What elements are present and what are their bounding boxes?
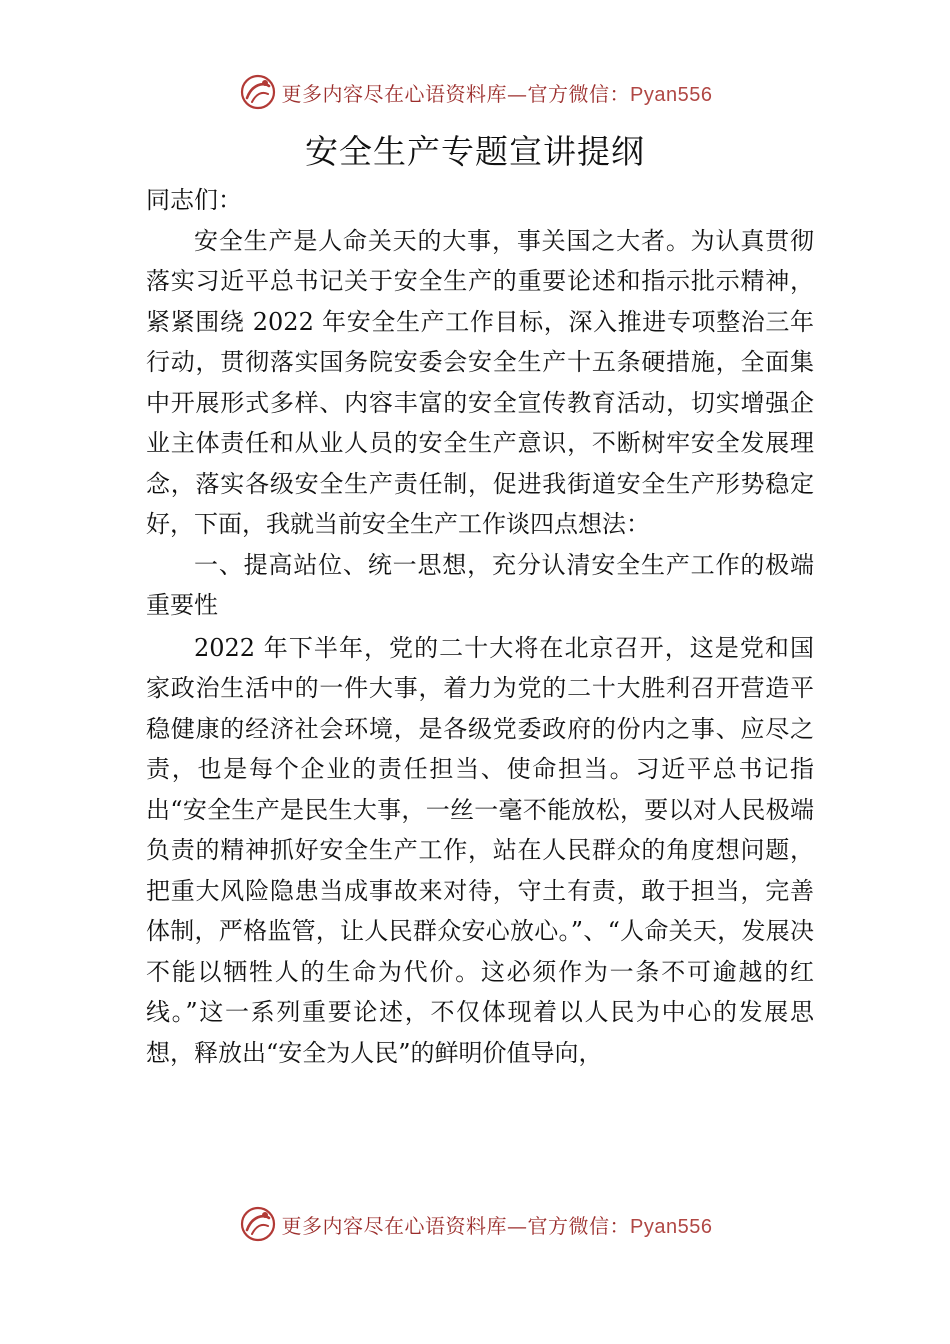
logo-icon bbox=[238, 1204, 278, 1244]
document-title: 安全生产专题宣讲提纲 bbox=[305, 132, 645, 171]
body-paragraph: 2022 年下半年，党的二十大将在北京召开，这是党和国家政治生活中的一件大事，着力为党的二十大胜利召开营造平稳健康的经济社会环境，是各级党委政府的份内之事、应尽之责，也是每个企业的责任担当、使命担当。习近平总书记指出“安全生产是民生大事，一丝一毫不能放松，要以对人民极端负责的精神抓好安全生产工作，站在人民群众的角度想问题，把重大风险隐患当成事故来对待，守土有责，敢于担当，完善体制，严格监管，让人民群众安心放心。”、“人命关天，发展决不能以牺牲人的生命为代价。这必须作为一条不可逾越的红线。”这一系列重要论述，不仅体现着以人民为中心的发展思想，释放出“安全为人民”的鲜明价值导向， bbox=[146, 633, 814, 1067]
watermark-handle: Pyan556 bbox=[630, 1215, 713, 1238]
footer-watermark bbox=[0, 1202, 950, 1246]
document-body bbox=[146, 180, 814, 1073]
section-heading: 一、提高站位、统一思想，充分认清安全生产工作的极端重要性 bbox=[146, 550, 814, 619]
watermark-handle: Pyan556 bbox=[630, 83, 713, 106]
body-paragraph: 安全生产是人命关天的大事，事关国之大者。为认真贯彻落实习近平总书记关于安全生产的重要论述和指示批示精神，紧紧围绕 2022 年安全生产工作目标，深入推进专项整治三年行动，贯彻落实国务院安委会安全生产十五条硬措施，全面集中开展形式多样、内容丰富的安全宣传教育活动，切实增强企业主体责任和从业人员的安全生产意识，不断树牢安全发展理念，落实各级安全生产责任制，促进我街道安全生产形势稳定好，下面，我就当前安全生产工作谈四点想法： bbox=[146, 226, 814, 538]
watermark-text: 更多内容尽在心语资料库—官方微信： bbox=[281, 1213, 631, 1238]
logo-icon bbox=[238, 72, 278, 112]
watermark-text: 更多内容尽在心语资料库—官方微信： bbox=[281, 81, 631, 106]
header-watermark bbox=[0, 70, 950, 114]
salutation: 同志们： bbox=[146, 186, 242, 214]
